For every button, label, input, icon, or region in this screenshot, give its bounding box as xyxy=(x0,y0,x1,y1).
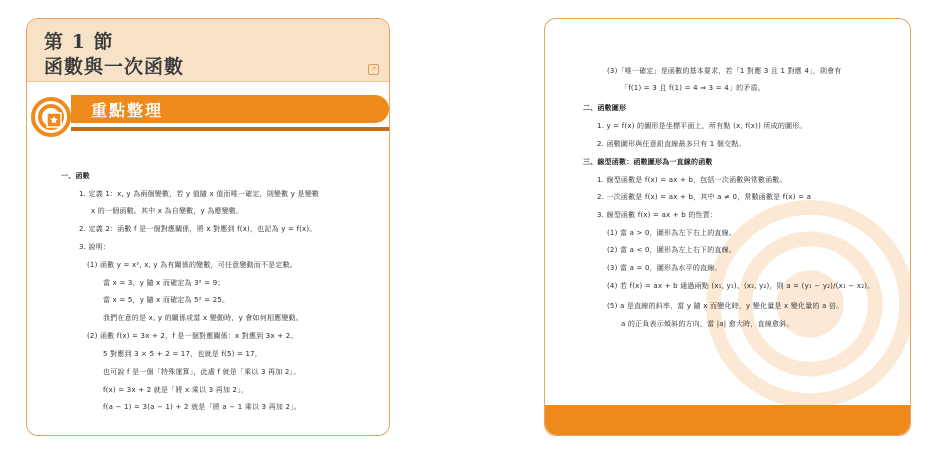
text-line: (3) 當 a = 0，圖形為水平的直線。 xyxy=(607,264,722,272)
text-line: (1) 當 a > 0，圖形為左下右上的直線。 xyxy=(607,229,737,237)
text-line: f(x) = 3x + 2 就是「將 x 乘以 3 再加 2」， xyxy=(103,386,249,394)
text-line: 2. 函數圖形與任意鉛直線最多只有 1 個交點。 xyxy=(597,140,746,148)
text-line: f(a − 1) = 3(a − 1) + 2 就是「將 a − 1 乘以 3 再加 2」。 xyxy=(103,403,302,411)
text-line: (2) 函數 f(x) = 3x + 2，f 是一個對應關係：x 對應到 3x + 2。 xyxy=(87,332,298,340)
text-line: 1. 線型函數是 f(x) = ax + b，包括一次函數與常數函數。 xyxy=(597,176,787,184)
text-line: x 的一個函數。其中 x 為自變數，y 為應變數。 xyxy=(91,207,244,215)
section-heading: 一、函數 xyxy=(61,172,90,180)
text-line: a 的正負表示傾斜的方向，當 |a| 愈大時，直線愈斜。 xyxy=(621,320,794,328)
text-line: (2) 當 a < 0，圖形為左上右下的直線。 xyxy=(607,246,737,254)
right-page xyxy=(544,18,911,436)
page-footer-bar xyxy=(545,405,910,435)
section-number: 第 1 節 xyxy=(44,31,114,53)
section-title-box xyxy=(27,19,389,82)
text-line: (4) 若 f(x) = ax + b 通過兩點 (x₁, y₁)、(x₂, y₂)，則 a = (y₁ − y₂)/(x₁ − x₂)。 xyxy=(607,282,875,290)
banner-title: 重點整理 xyxy=(91,101,164,120)
text-line: 1. y = f(x) 的圖形是坐標平面上，所有點 (x, f(x)) 所成的圖形。 xyxy=(597,122,807,130)
section-heading: 二、函數圖形 xyxy=(583,104,627,112)
text-line: 2. 定義 2：函數 f 是一個對應關係，將 x 對應到 f(x)，也記為 y = f(x)。 xyxy=(79,225,317,233)
banner-underline xyxy=(71,127,389,131)
text-line: 我們在意的是 x, y 的關係或當 x 變動時，y 會如何相應變動。 xyxy=(103,314,303,322)
external-link-icon: ↗ xyxy=(368,64,379,75)
text-line: 3. 線型函數 f(x) = ax + b 的性質： xyxy=(597,211,718,219)
text-line: 當 x = 5，y 隨 x 而確定為 5² = 25。 xyxy=(103,296,230,304)
text-line: 3. 說明： xyxy=(79,243,111,251)
text-line: 也可說 f 是一個「特殊運算」，此處 f 就是「乘以 3 再加 2」。 xyxy=(103,368,301,376)
section-title: 函數與一次函數 xyxy=(44,56,185,78)
text-line: 1. 定義 1：x, y 為兩個變數，若 y 值隨 x 值而唯一確定，則變數 y 是變數 xyxy=(79,190,320,198)
left-page xyxy=(26,18,390,436)
text-line: 5 對應到 3 × 5 + 2 = 17，也就是 f(5) = 17， xyxy=(103,350,262,358)
text-line: (3)「唯一確定」是函數的基本要求，若「1 對應 3 且 1 對應 4」，則會有 xyxy=(607,67,842,75)
text-line: 2. 一次函數是 f(x) = ax + b，其中 a ≠ 0，常數函數是 f(x) = a xyxy=(597,193,812,201)
section-heading: 三、線型函數：函數圖形為一直線的函數 xyxy=(583,158,713,166)
text-line: 「f(1) = 3 且 f(1) = 4 ⇒ 3 = 4」的矛盾。 xyxy=(621,84,765,92)
text-line: 當 x = 3，y 隨 x 而確定為 3² = 9； xyxy=(103,279,225,287)
key-points-banner xyxy=(71,95,389,123)
text-line: (1) 函數 y = x², x, y 為有關係的變數，可任意變動而不是定數。 xyxy=(87,261,297,269)
text-line: (5) a 是直線的斜率，當 y 隨 x 而變化時，y 變化量是 x 變化量的 a 倍。 xyxy=(607,302,844,310)
target-logo-icon xyxy=(31,97,71,137)
